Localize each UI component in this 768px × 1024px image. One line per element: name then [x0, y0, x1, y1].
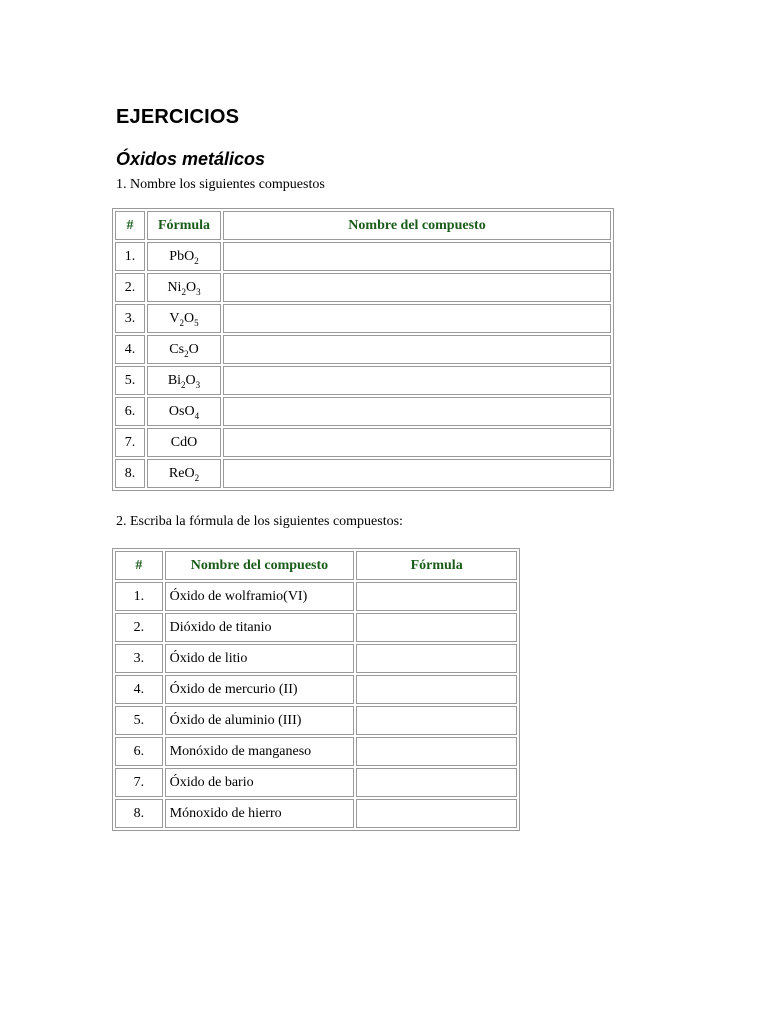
- exercise2-table-body: [115, 582, 517, 828]
- answer-name-cell: [223, 428, 611, 457]
- table-row: [115, 768, 517, 797]
- header-compound-name: Nombre del compuesto: [223, 211, 611, 240]
- formula-cell: [147, 273, 221, 302]
- row-number: 3.: [115, 644, 163, 673]
- answer-formula-cell: [356, 706, 517, 735]
- row-number: 7.: [115, 428, 145, 457]
- exercise1-table-body: [115, 242, 611, 488]
- formula-cell: [147, 304, 221, 333]
- formula-subscript: 2: [184, 348, 189, 359]
- formula-cell: [147, 335, 221, 364]
- row-number: 3.: [115, 304, 145, 333]
- answer-name-cell: [223, 366, 611, 395]
- row-number: 6.: [115, 397, 145, 426]
- formula-text: O: [188, 341, 199, 357]
- table-row: [115, 366, 611, 395]
- formula-subscript: 3: [195, 379, 201, 390]
- answer-formula-cell: [356, 613, 517, 642]
- formula-cell: [147, 366, 221, 395]
- row-number: 2.: [115, 613, 163, 642]
- formula-subscript: 3: [196, 286, 201, 297]
- answer-formula-cell: [356, 644, 517, 673]
- table-row: [115, 335, 611, 364]
- row-number: 8.: [115, 459, 145, 488]
- formula-cell: [147, 242, 221, 271]
- compound-name-cell: Mónoxido de hierro: [165, 799, 355, 828]
- exercise1-table: [112, 208, 614, 491]
- header-formula: Fórmula: [356, 551, 517, 580]
- formula-text: Cs: [169, 341, 185, 357]
- formula-cell: [147, 397, 221, 426]
- compound-name-cell: Dióxido de titanio: [165, 613, 355, 642]
- row-number: 4.: [115, 675, 163, 704]
- answer-formula-cell: [356, 582, 517, 611]
- row-number: 1.: [115, 242, 145, 271]
- compound-name-cell: Óxido de wolframio(VI): [165, 582, 355, 611]
- table-row: [115, 304, 611, 333]
- table-row: [115, 582, 517, 611]
- formula-text: O: [184, 310, 195, 326]
- answer-name-cell: [223, 335, 611, 364]
- section-title: Óxidos metálicos: [116, 149, 266, 169]
- exercise2-table: [112, 548, 520, 831]
- compound-name-cell: Óxido de bario: [165, 768, 355, 797]
- formula-text: V: [169, 310, 180, 326]
- table-row: [115, 428, 611, 457]
- exercise2-instruction: 2. Escriba la fórmula de los siguientes compuestos:: [116, 514, 403, 529]
- compound-name-cell: Óxido de litio: [165, 644, 355, 673]
- formula-text: ReO: [168, 465, 195, 481]
- formula-text: OsO: [168, 403, 195, 419]
- exercise1-instruction: 1. Nombre los siguientes compuestos: [116, 177, 325, 192]
- row-number: 5.: [115, 366, 145, 395]
- formula-text: Ni: [167, 279, 182, 295]
- formula-text: Bi: [167, 372, 182, 388]
- answer-name-cell: [223, 242, 611, 271]
- row-number: 4.: [115, 335, 145, 364]
- header-compound-name: Nombre del compuesto: [165, 551, 355, 580]
- compound-name-cell: Monóxido de manganeso: [165, 737, 355, 766]
- table-row: [115, 644, 517, 673]
- answer-formula-cell: [356, 675, 517, 704]
- formula-subscript: 2: [194, 255, 199, 266]
- answer-name-cell: [223, 397, 611, 426]
- table-row: [115, 273, 611, 302]
- table-row: [115, 459, 611, 488]
- row-number: 8.: [115, 799, 163, 828]
- formula-text: CdO: [170, 434, 198, 450]
- table-row: [115, 737, 517, 766]
- table-header-row: [115, 211, 611, 240]
- formula-cell: [147, 428, 221, 457]
- table-row: [115, 242, 611, 271]
- header-formula: Fórmula: [147, 211, 221, 240]
- formula-cell: [147, 459, 221, 488]
- formula-subscript: 2: [181, 379, 186, 390]
- header-number: #: [115, 211, 145, 240]
- formula-subscript: 2: [194, 472, 200, 483]
- answer-formula-cell: [356, 768, 517, 797]
- compound-name-cell: Óxido de mercurio (II): [165, 675, 355, 704]
- table-row: [115, 613, 517, 642]
- formula-text: O: [185, 372, 196, 388]
- table-row: [115, 675, 517, 704]
- row-number: 6.: [115, 737, 163, 766]
- row-number: 5.: [115, 706, 163, 735]
- row-number: 1.: [115, 582, 163, 611]
- formula-text: PbO: [169, 248, 195, 264]
- formula-text: O: [185, 279, 197, 295]
- table-row: [115, 706, 517, 735]
- answer-name-cell: [223, 459, 611, 488]
- formula-subscript: 2: [179, 317, 184, 328]
- header-number: #: [115, 551, 163, 580]
- answer-name-cell: [223, 273, 611, 302]
- formula-subscript: 5: [194, 317, 199, 328]
- table-row: [115, 799, 517, 828]
- formula-subscript: 2: [181, 286, 186, 297]
- answer-name-cell: [223, 304, 611, 333]
- row-number: 7.: [115, 768, 163, 797]
- table-header-row: [115, 551, 517, 580]
- row-number: 2.: [115, 273, 145, 302]
- compound-name-cell: Óxido de aluminio (III): [165, 706, 355, 735]
- formula-subscript: 4: [194, 410, 200, 421]
- answer-formula-cell: [356, 799, 517, 828]
- answer-formula-cell: [356, 737, 517, 766]
- page-title: EJERCICIOS: [116, 106, 240, 128]
- table-row: [115, 397, 611, 426]
